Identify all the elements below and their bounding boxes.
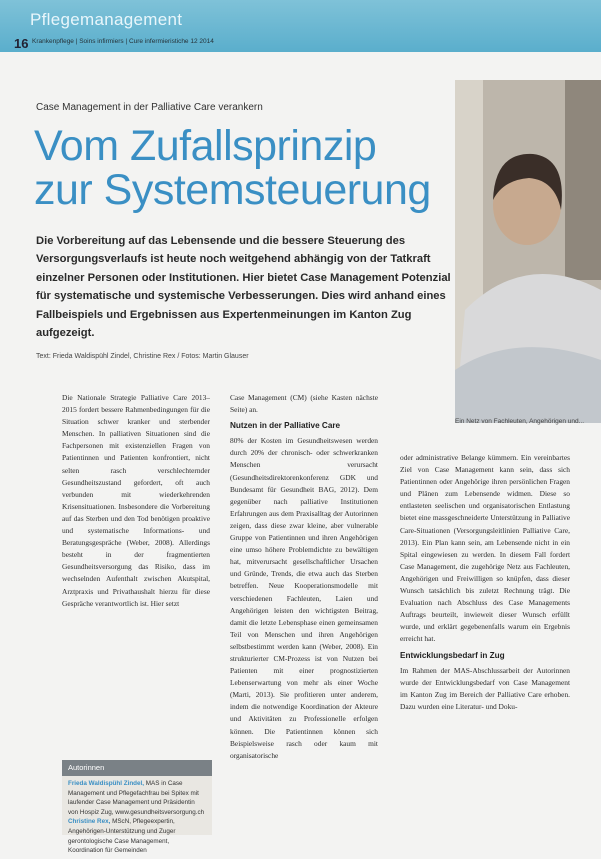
body-paragraph: 80% der Kosten im Gesundheitswesen werden durch 20% der chronisch- oder schwerkranken Menschen verursacht (Gesundheitsdirektorenkonferenz GDK und Bundesamt für Gesundheit BAG, 2012). Dem gegenüber nach palliative Institutionen Erfahrungen aus dem Praxisalltag der Autorinnen zeigen, dass diese zwar kleine, aber vulnerable Gruppe von Patientinnen und ihren Angehörigen eine umso höhere Problemdichte zu bewältigen hat, mitverursacht gesellschaftlicher Ursachen und Gründe, Trends, die etwa auch das Sterben betreffen. Neue Kooperationsmodelle mit verschiedenen Fachleuten, Laien und Angehörigen leisten den wichtigsten Beitrag, damit die letzte Lebensphase einen gemeinsamen Teil von Menschen und ihren Angehörigen selbstbestimmt werden kann (Weber, 2008). Ein strukturierter CM-Prozess ist von Nutzen bei Patienten mit einer prognostizierten Lebenserwartung von mehr als einer Woche (Marti, 2013). Sie profitieren unter anderem, indem die notwendige Koordination der Akteure und Aktivitäten zu Professionelle erfolgen können. Die Patientinnen können sich Beispielsweise rasch oder kaum mit organisatorische	[230, 436, 378, 760]
body-paragraph: Im Rahmen der MAS-Abschlussarbeit der Autorinnen wurde der Entwicklungsbedarf von Case Management im Kanton Zug im Bereich der Palliative Care erhoben. Dazu wurden eine Literatur- und Doku-	[400, 665, 570, 711]
subheading: Nutzen in der Palliative Care	[230, 421, 341, 431]
title-line-2: zur Systemsteuerung	[34, 166, 431, 214]
patient-photo-illustration	[455, 80, 601, 423]
body-paragraph: Die Nationale Strategie Palliative Care 2013–2015 fordert bessere Rahmenbedingungen für die Situation schwer kranker und sterbender Menschen. In palliativen Situationen sind die Fachpersonen mit existenziellen Fragen von Patientinnen und Patienten konfrontiert, nicht selten rasch verschlechternder Gesundheitszustand gefordert, oft auch verbunden mit wiederkehrenden Krisensituationen. Insbesondere die Vorbereitung auf das Sterben und den Tod benötigen proaktive und systematische Informations- und Beratungsgespräche (Weber, 2008). Allerdings besteht in der fragmentierten Gesundheitsversorgung das Risiko, dass im wechselnden Aufenthalt zwischen Akutspital, Arztpraxis und Privathaushalt hierzu für diese Gespräche verantwortlich ist. Hier setzt	[62, 393, 210, 608]
article-lead: Die Vorbereitung auf das Lebensende und die bessere Steuerung des Versorgungsverlaufs ist heute noch weitgehend abhängig von der Tatkraft einzelner Personen oder Institutionen. Hier bietet Case Management Potenzial für systematische und systemische Verbesserungen. Dies wird anhand eines Fallbeispiels und Ergebnissen aus Expertenmeinungen im Kanton Zug aufgezeigt.	[36, 235, 451, 340]
authors-box	[62, 760, 212, 855]
running-line: Krankenpflege | Soins infirmiers | Cure infermieristiche 12 2014	[32, 38, 214, 45]
title-line-1: Vom Zufallsprinzip	[34, 122, 377, 170]
authors-heading: Autorinnen	[62, 760, 212, 776]
author-bio: MAS in Case Management und Pflegefachfrau bei Spitex mit laufender Case Management und Präsidentin von Hospiz Zug, www.gesundheitsversorgung.ch	[68, 780, 205, 816]
article-photo	[455, 80, 601, 423]
article-kicker: Case Management in der Palliative Care verankern	[36, 102, 263, 113]
section-title: Pflegemanagement	[30, 10, 183, 29]
article-credit: Text: Frieda Waldispühl Zindel, Christine Rex / Fotos: Martin Glauser	[36, 353, 249, 360]
text-column-1	[62, 392, 210, 745]
article-title	[34, 124, 454, 212]
author-name: Frieda Waldispühl Zindel,	[68, 780, 145, 787]
body-paragraph: Case Management (CM) (siehe Kasten nächste Seite) an.	[230, 393, 378, 415]
body-paragraph: oder administrative Belange kümmern. Ein vereinbartes Ziel von Case Management kann sein, dass sich Patientinnen oder Angehörige ihren persönlichen Fragen und Plänen zum Lebensende widmen. Diese so entlasteten seelischen und organisatorischen Entlastung bietet eine massgeschneiderte Unterstützung in Palliative Care-Situationen (Versorgungsleitlinien Palliative Care, 2013). Ein Plan kann sein, am Lebensende nicht in ein Spital eingewiesen zu werden. In diesem Fall fordert Case Management, die zugehörige Netz aus Fachleuten, Angehörigen und Freiwilligen so knüpfen, dass dieser Wunsch tatsächlich bis zuletzt Rechnung trägt. Die Evaluation nach Abschluss des Case Managements Auftrags beurteilt, inwieweit dieser Wunsch erfüllt wurde, und erklärt gegebenenfalls warum ein Ergebnis erreicht hat.	[400, 453, 570, 644]
text-column-2	[230, 392, 378, 832]
page-number: 16	[14, 36, 29, 51]
author-name: Christine Rex,	[68, 818, 111, 826]
authors-body	[62, 776, 212, 859]
photo-caption: Ein Netz von Fachleuten, Angehörigen und...	[455, 418, 585, 425]
header-band	[0, 0, 601, 52]
text-column-3	[400, 452, 570, 832]
author-bio: MScN, Pflegeexpertin, Angehörigen-Unterstützung und Zuger gerontologische Case Management, Koordination für Gemeinden	[68, 818, 176, 855]
subheading: Entwicklungsbedarf in Zug	[400, 650, 505, 660]
